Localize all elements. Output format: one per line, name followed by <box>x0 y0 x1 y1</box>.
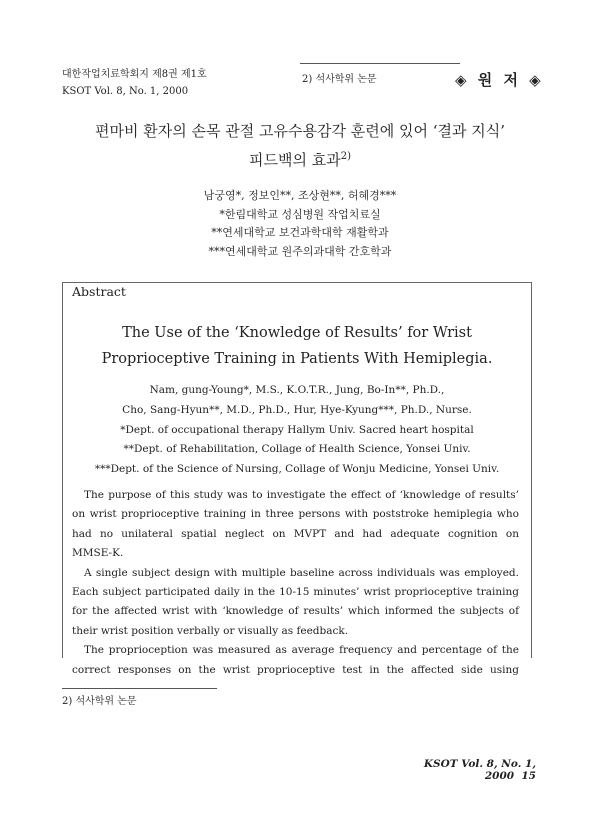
abstract-line: A single subject design with multiple baseline across individuals was employed. <box>84 566 519 579</box>
title-english-line2: Proprioceptive Training in Patients With Hemiplegia. <box>101 351 493 367</box>
author-names-en-2: Cho, Sang-Hyun**, M.D., Ph.D., Hur, Hye-Kyung***, Ph.D., Nurse. <box>122 403 472 416</box>
journal-header <box>62 66 207 100</box>
title-korean-line2 <box>0 144 600 173</box>
journal-name-ko: 대한작업치료학회지 제8권 제1호 <box>62 69 207 80</box>
footnote: 2) 석사학위 논문 <box>62 696 137 707</box>
title-korean-line2-text: 피드백의 효과 <box>249 151 341 169</box>
abstract-label: Abstract <box>72 284 126 299</box>
abstract-line: MMSE-K. <box>72 547 124 560</box>
title-english <box>62 320 532 372</box>
abstract-line: had no unilateral spatial neglect on MVPT and had adequate cognition on <box>72 527 519 540</box>
abstract-line: correct responses on the wrist proprioceptive test in the affected side using <box>72 663 519 676</box>
title-korean-line1: 편마비 환자의 손목 관절 고유수용감각 훈련에 있어 ‘결과 지식’ <box>95 122 505 140</box>
affiliation-ko-1: *한림대학교 성심병원 작업치료실 <box>219 207 381 221</box>
title-english-line1: The Use of the ‘Knowledge of Results’ for Wrist <box>122 325 472 341</box>
abstract-body <box>72 486 519 680</box>
header-rule <box>300 63 460 64</box>
author-names-en-1: Nam, gung-Young*, M.S., K.O.T.R., Jung, Bo-In**, Ph.D., <box>149 384 445 396</box>
affiliation-ko-3: ***연세대학교 원주의과대학 간호학과 <box>208 244 392 258</box>
journal-name-en: KSOT Vol. 8, No. 1, 2000 <box>62 86 189 97</box>
affiliation-en-3: ***Dept. of the Science of Nursing, Collage of Wonju Medicine, Yonsei Univ. <box>94 463 500 476</box>
title-korean <box>0 118 600 173</box>
author-names-ko: 남궁영*, 정보인**, 조상현**, 허혜경*** <box>203 189 397 202</box>
abstract-line: The purpose of this study was to investigate the effect of ‘knowledge of results’ <box>84 489 519 501</box>
abstract-line: their wrist position verbally or visually as feedback. <box>72 624 349 637</box>
footer-journal: KSOT Vol. 8, No. 1, 2000 <box>423 758 536 782</box>
header-note: 2) 석사학위 논문 <box>302 74 377 85</box>
abstract-line: The proprioception was measured as average frequency and percentage of the <box>84 644 519 657</box>
authors-korean <box>0 187 600 261</box>
affiliation-ko-2: **연세대학교 보건과학대학 재활학과 <box>211 226 389 239</box>
affiliation-en-2: **Dept. of Rehabilitation, Collage of Health Science, Yonsei Univ. <box>123 443 471 456</box>
footnote-rule <box>62 688 217 689</box>
page-number: 15 <box>521 770 536 782</box>
title-footnote-mark: 2) <box>340 151 351 162</box>
abstract-line: Each subject participated daily in the 10-15 minutes’ wrist proprioceptive training <box>72 586 519 599</box>
article-type-badge: ◈ 원 저 ◈ <box>455 71 544 89</box>
abstract-line: for the affected wrist with ‘knowledge of results’ which informed the subjects of <box>72 605 519 618</box>
page-footer <box>380 758 536 782</box>
affiliation-en-1: *Dept. of occupational therapy Hallym Univ. Sacred heart hospital <box>120 423 474 436</box>
abstract-line: on wrist proprioceptive training in three persons with poststroke hemiplegia who <box>72 508 519 521</box>
authors-english <box>62 381 532 480</box>
